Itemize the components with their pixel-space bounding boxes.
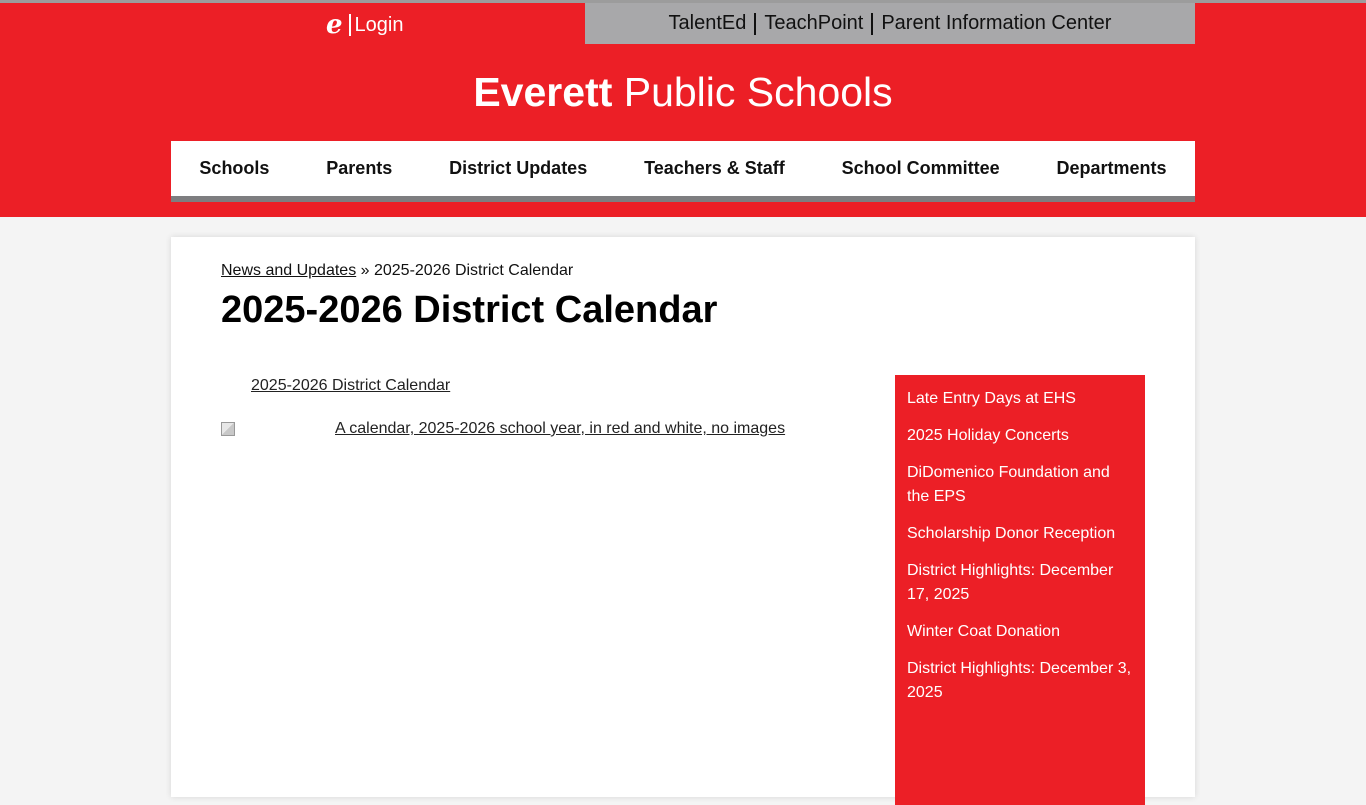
site-title[interactable] xyxy=(0,69,1366,116)
news-sidebar xyxy=(895,375,1145,805)
news-item-didomenico-foundation[interactable]: DiDomenico Foundation and the EPS xyxy=(907,464,1110,505)
main-nav xyxy=(171,141,1195,202)
e-logo-icon: e xyxy=(326,10,343,40)
news-item-late-entry-days[interactable]: Late Entry Days at EHS xyxy=(907,390,1076,407)
calendar-image-link[interactable] xyxy=(221,420,785,438)
quick-link-talented[interactable]: TalentEd xyxy=(668,12,747,34)
broken-image-icon xyxy=(221,422,235,436)
news-list xyxy=(895,387,1145,705)
nav-item-school-committee[interactable]: School Committee xyxy=(841,158,1000,178)
breadcrumb-separator: » xyxy=(356,262,374,279)
nav-item-departments[interactable]: Departments xyxy=(1056,158,1167,178)
nav-item-schools[interactable]: Schools xyxy=(199,158,270,178)
login-divider xyxy=(349,14,351,36)
login-link[interactable] xyxy=(326,11,403,39)
quick-link-divider xyxy=(754,13,756,35)
site-title-bold: Everett xyxy=(473,69,613,115)
content-card xyxy=(171,237,1195,797)
news-item-holiday-concerts[interactable]: 2025 Holiday Concerts xyxy=(907,427,1069,444)
quick-link-parent-information-center[interactable]: Parent Information Center xyxy=(881,12,1112,34)
breadcrumb-parent-link[interactable]: News and Updates xyxy=(221,262,357,279)
quick-link-divider xyxy=(871,13,873,35)
site-title-rest: Public Schools xyxy=(612,69,893,115)
page-title: 2025-2026 District Calendar xyxy=(221,289,718,331)
login-label: Login xyxy=(354,13,404,36)
nav-item-district-updates[interactable]: District Updates xyxy=(449,158,588,178)
nav-item-teachers-staff[interactable]: Teachers & Staff xyxy=(644,158,785,178)
nav-item-parents[interactable]: Parents xyxy=(326,158,393,178)
quick-link-teachpoint[interactable]: TeachPoint xyxy=(764,12,864,34)
news-item-district-highlights-dec-17[interactable]: District Highlights: December 17, 2025 xyxy=(907,562,1114,603)
news-item-district-highlights-dec-3[interactable]: District Highlights: December 3, 2025 xyxy=(907,660,1132,701)
news-item-winter-coat-donation[interactable]: Winter Coat Donation xyxy=(907,623,1060,640)
breadcrumb-current: 2025-2026 District Calendar xyxy=(373,262,574,279)
calendar-image-alt-text: A calendar, 2025-2026 school year, in red and white, no images xyxy=(335,420,786,437)
site-header xyxy=(0,3,1366,217)
quick-links-bar xyxy=(585,3,1195,44)
calendar-document-link[interactable]: 2025-2026 District Calendar xyxy=(251,377,451,394)
breadcrumb xyxy=(221,262,573,280)
news-item-scholarship-donor-reception[interactable]: Scholarship Donor Reception xyxy=(907,525,1116,542)
